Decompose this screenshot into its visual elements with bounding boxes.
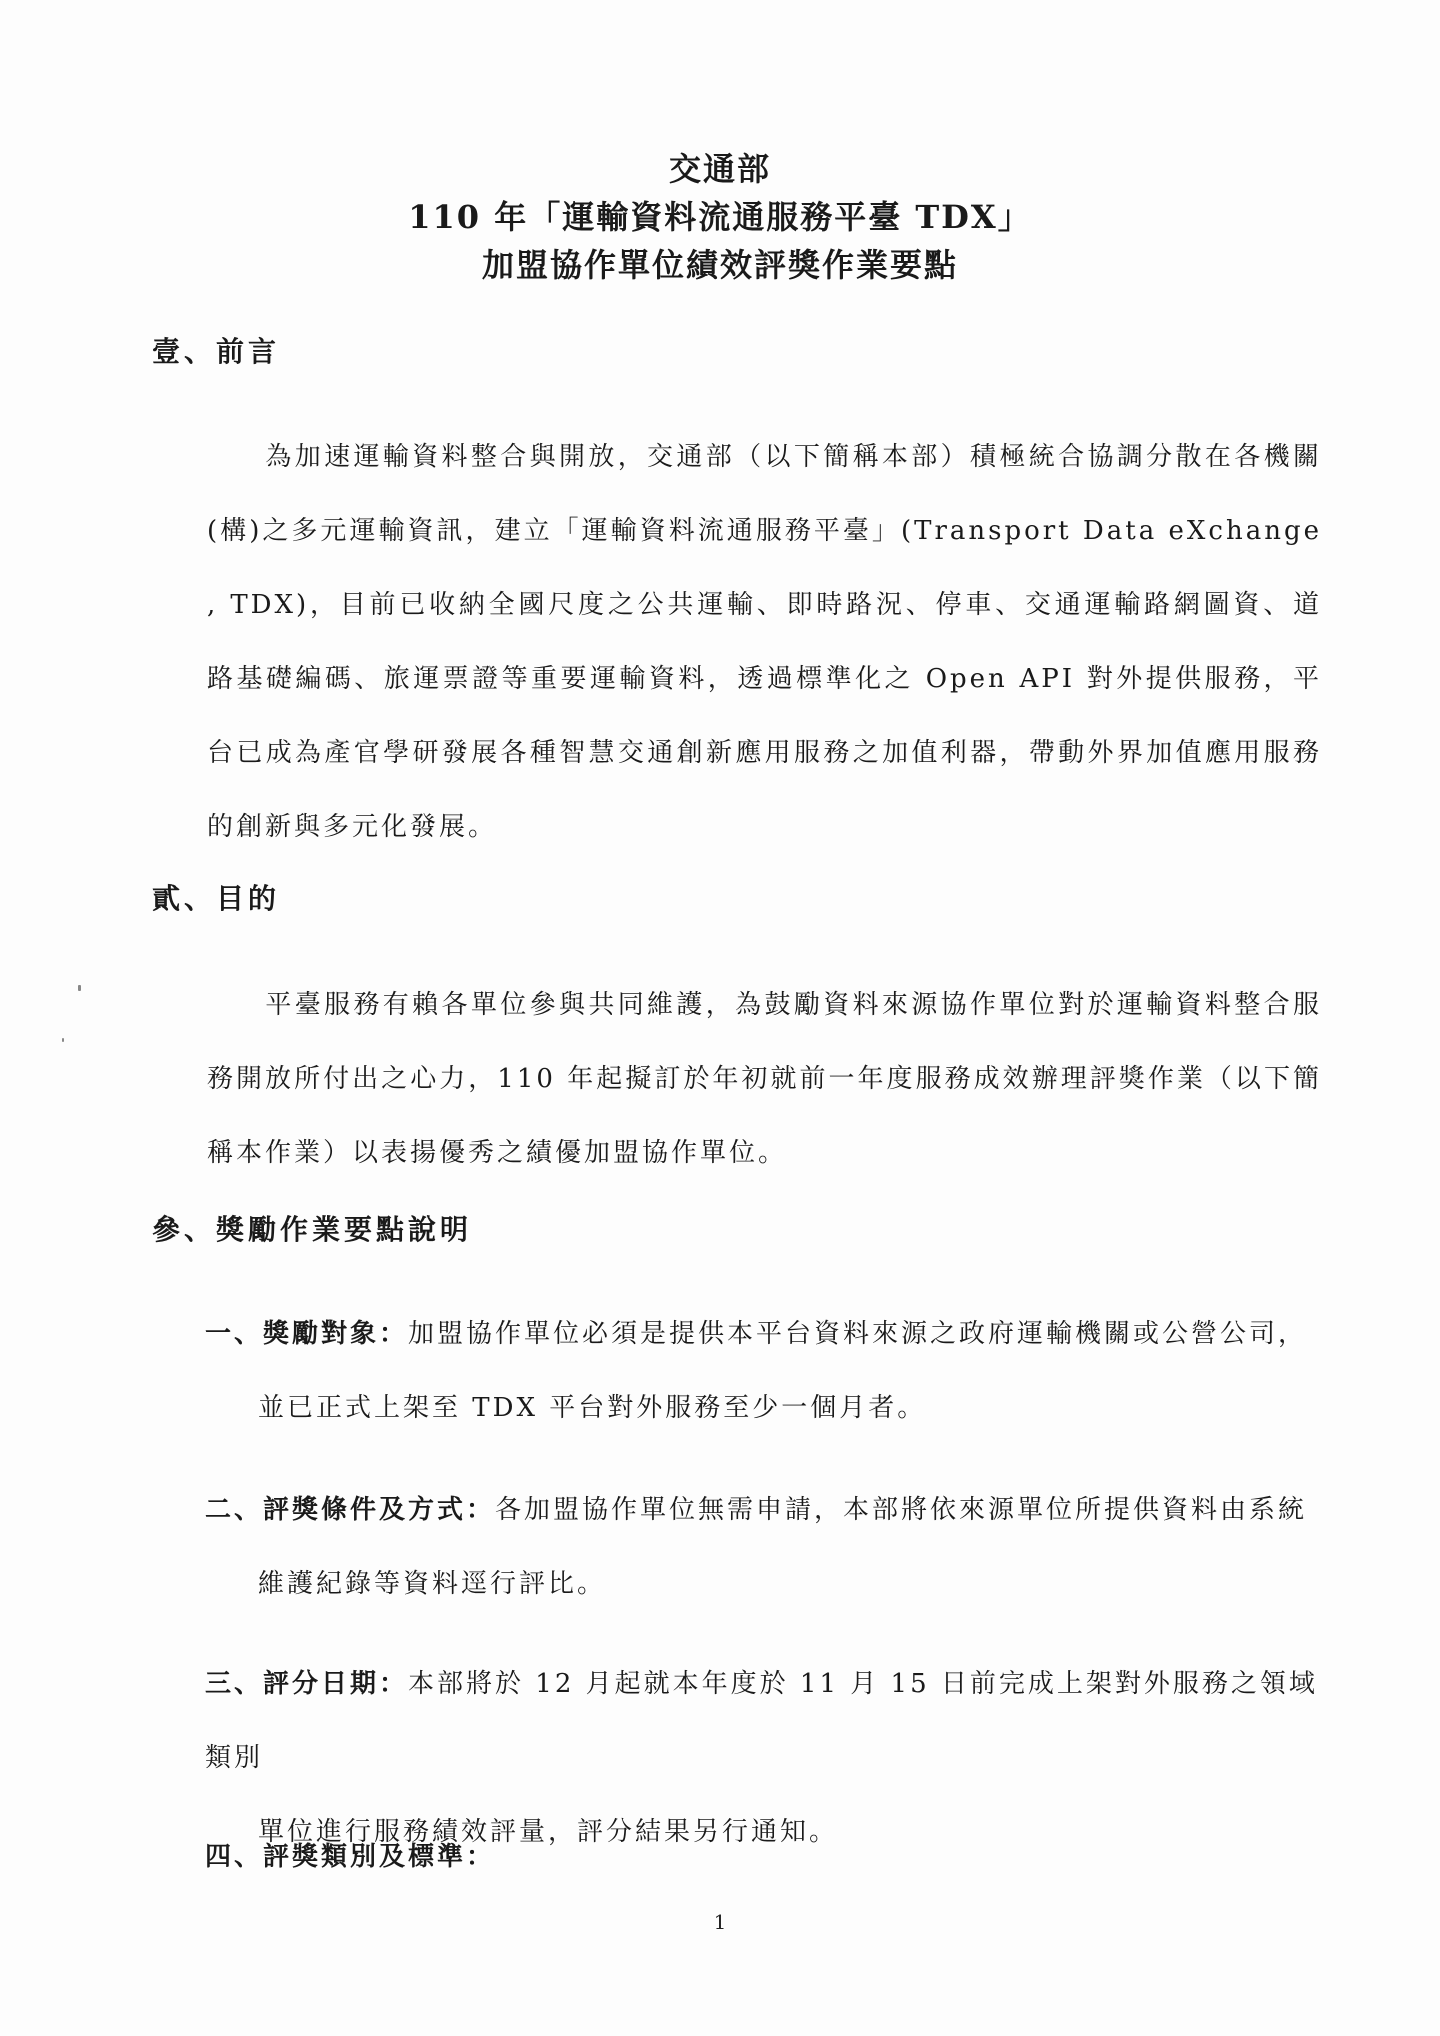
- item-label: 評獎條件及方式：: [263, 1495, 496, 1525]
- item-text: 加盟協作單位必須是提供本平台資料來源之政府運輸機關或公營公司，: [408, 1319, 1308, 1349]
- section-heading-guidelines: 參、獎勵作業要點說明: [152, 1213, 473, 1246]
- item-number: 三、: [205, 1669, 264, 1699]
- guideline-item-4: [205, 1820, 1325, 1894]
- item-text: 各加盟協作單位無需申請，本部將依來源單位所提供資料由系統: [495, 1495, 1308, 1525]
- scan-speck: [62, 1038, 64, 1042]
- item-label: 評獎類別及標準：: [263, 1842, 496, 1872]
- document-title: [0, 145, 1440, 289]
- item-number: 一、: [205, 1319, 264, 1349]
- item-text-continued: 單位進行服務績效評量，評分結果另行通知。: [258, 1817, 839, 1847]
- purpose-paragraph: [207, 968, 1322, 1190]
- section-heading-purpose: 貳、目的: [152, 882, 281, 915]
- guideline-item-1: [205, 1297, 1325, 1445]
- title-line-2: 110 年「運輸資料流通服務平臺 TDX」: [408, 198, 1032, 236]
- section-heading-preface: 壹、前言: [152, 335, 281, 368]
- guideline-item-2: [205, 1473, 1325, 1621]
- preface-text: 為加速運輸資料整合與開放，交通部（以下簡稱本部）積極統合協調分散在各機關(構)之多元運輸資訊，建立「運輸資料流通服務平臺」(Transport Data eXchange , TDX)，目前已收納全國尺度之公共運輸、即時路況、停車、交通運輸路網圖資、道路基礎編碼、旅運票證等重要運輸資料，透過標準化之 Open API 對外提供服務，平台已成為產官學研發展各種智慧交通創新應用服務之加值利器，帶動外界加值應用服務的創新與多元化發展。: [207, 442, 1322, 842]
- title-line-1: 交通部: [668, 150, 771, 188]
- item-text-continued: 維護紀錄等資料逕行評比。: [258, 1569, 607, 1599]
- purpose-text: 平臺服務有賴各單位參與共同維護，為鼓勵資料來源協作單位對於運輸資料整合服務開放所付出之心力，110 年起擬訂於年初就前一年度服務成效辦理評獎作業（以下簡稱本作業）以表揚優秀之績優加盟協作單位。: [207, 990, 1322, 1168]
- item-number: 二、: [205, 1495, 264, 1525]
- title-line-3: 加盟協作單位績效評獎作業要點: [481, 246, 958, 284]
- item-label: 評分日期：: [263, 1669, 409, 1699]
- scan-speck: [78, 985, 81, 991]
- page-number: 1: [713, 1910, 727, 1934]
- item-label: 獎勵對象：: [263, 1319, 409, 1349]
- item-text: 本部將於 12 月起就本年度於 11 月 15 日前完成上架對外服務之領域類別: [205, 1669, 1318, 1773]
- item-number: 四、: [205, 1842, 264, 1872]
- preface-paragraph: [207, 420, 1322, 864]
- item-text-continued: 並已正式上架至 TDX 平台對外服務至少一個月者。: [258, 1393, 927, 1423]
